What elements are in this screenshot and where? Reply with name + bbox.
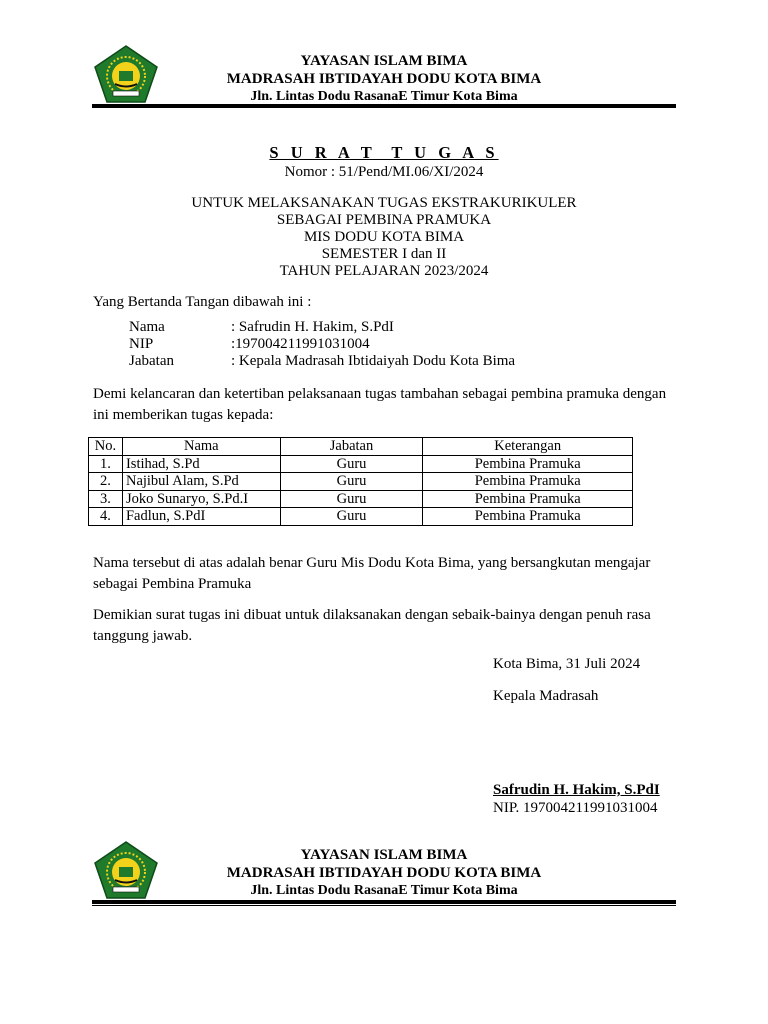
foundation-name: YAYASAN ISLAM BIMA — [300, 53, 468, 69]
row-position: Guru — [280, 490, 423, 508]
letterhead-rule — [92, 900, 676, 904]
table-row — [89, 455, 633, 473]
table-row — [89, 490, 633, 508]
identity-value: :197004211991031004 — [231, 336, 370, 352]
letter-heading — [92, 143, 676, 181]
school-address: Jln. Lintas Dodu RasanaE Timur Kota Bima — [250, 89, 518, 104]
statement-paragraph: Nama tersebut di atas adalah benar Guru Mis Dodu Kota Bima, yang bersangkutan mengajar sebagai Pembina Pramuka — [93, 555, 651, 592]
letter-title: S U R A T T U G A S — [269, 143, 499, 162]
letter-number: Nomor : 51/Pend/MI.06/XI/2024 — [284, 164, 484, 180]
identity-value: : Safrudin H. Hakim, S.PdI — [231, 319, 394, 335]
row-number: 2. — [89, 473, 123, 491]
letter-purpose — [92, 195, 676, 280]
identity-label: NIP — [129, 336, 154, 352]
row-note: Pembina Pramuka — [423, 455, 633, 473]
letterhead-top — [92, 52, 676, 106]
identity-row — [129, 353, 515, 370]
signer-nip: NIP. 197004211991031004 — [493, 800, 658, 816]
identity-row — [129, 336, 515, 353]
row-name: Najibul Alam, S.Pd — [122, 473, 280, 491]
row-name: Fadlun, S.PdI — [122, 508, 280, 526]
purpose-line: SEMESTER I dan II — [321, 246, 447, 262]
row-number: 3. — [89, 490, 123, 508]
table-header: Jabatan — [280, 438, 423, 456]
foundation-name: YAYASAN ISLAM BIMA — [300, 847, 468, 863]
table-header: Keterangan — [423, 438, 633, 456]
table-header: No. — [89, 438, 123, 456]
purpose-line: UNTUK MELAKSANAKAN TUGAS EKSTRAKURIKULER — [191, 195, 577, 211]
row-position: Guru — [280, 473, 423, 491]
school-name: MADRASAH IBTIDAYAH DODU KOTA BIMA — [226, 71, 542, 87]
identity-label: Nama — [129, 319, 165, 335]
table-header: Nama — [122, 438, 280, 456]
row-number: 1. — [89, 455, 123, 473]
row-note: Pembina Pramuka — [423, 490, 633, 508]
signer-identity — [129, 319, 515, 370]
place-date: Kota Bima, 31 Juli 2024 — [493, 656, 641, 672]
letterhead-rule — [92, 104, 676, 108]
letterhead-bottom — [92, 846, 676, 900]
purpose-line: MIS DODU KOTA BIMA — [303, 229, 465, 245]
school-address: Jln. Lintas Dodu RasanaE Timur Kota Bima — [250, 883, 518, 898]
table-row — [89, 508, 633, 526]
purpose-line: SEBAGAI PEMBINA PRAMUKA — [276, 212, 492, 228]
staff-table — [88, 437, 633, 526]
school-name: MADRASAH IBTIDAYAH DODU KOTA BIMA — [226, 865, 542, 881]
row-position: Guru — [280, 455, 423, 473]
row-number: 4. — [89, 508, 123, 526]
letterhead-rule — [92, 905, 676, 906]
signer-name: Safrudin H. Hakim, S.PdI — [493, 782, 660, 798]
closing-paragraph: Demikian surat tugas ini dibuat untuk dilaksanakan dengan sebaik-bainya dengan penuh rasa tanggung jawab. — [93, 607, 651, 644]
assignment-intro: Demi kelancaran dan ketertiban pelaksanaan tugas tambahan sebagai pembina pramuka dengan ini memberikan tugas kepada: — [93, 386, 667, 423]
row-name: Istihad, S.Pd — [122, 455, 280, 473]
row-position: Guru — [280, 508, 423, 526]
identity-row — [129, 319, 515, 336]
table-header-row — [89, 438, 633, 456]
identity-label: Jabatan — [129, 353, 174, 369]
table-row — [89, 473, 633, 491]
identity-value: : Kepala Madrasah Ibtidaiyah Dodu Kota Bima — [231, 353, 516, 369]
purpose-line: TAHUN PELAJARAN 2023/2024 — [279, 263, 489, 279]
row-name: Joko Sunaryo, S.Pd.I — [122, 490, 280, 508]
signer-title: Kepala Madrasah — [493, 688, 599, 704]
signer-intro: Yang Bertanda Tangan dibawah ini : — [93, 294, 312, 310]
row-note: Pembina Pramuka — [423, 508, 633, 526]
row-note: Pembina Pramuka — [423, 473, 633, 491]
